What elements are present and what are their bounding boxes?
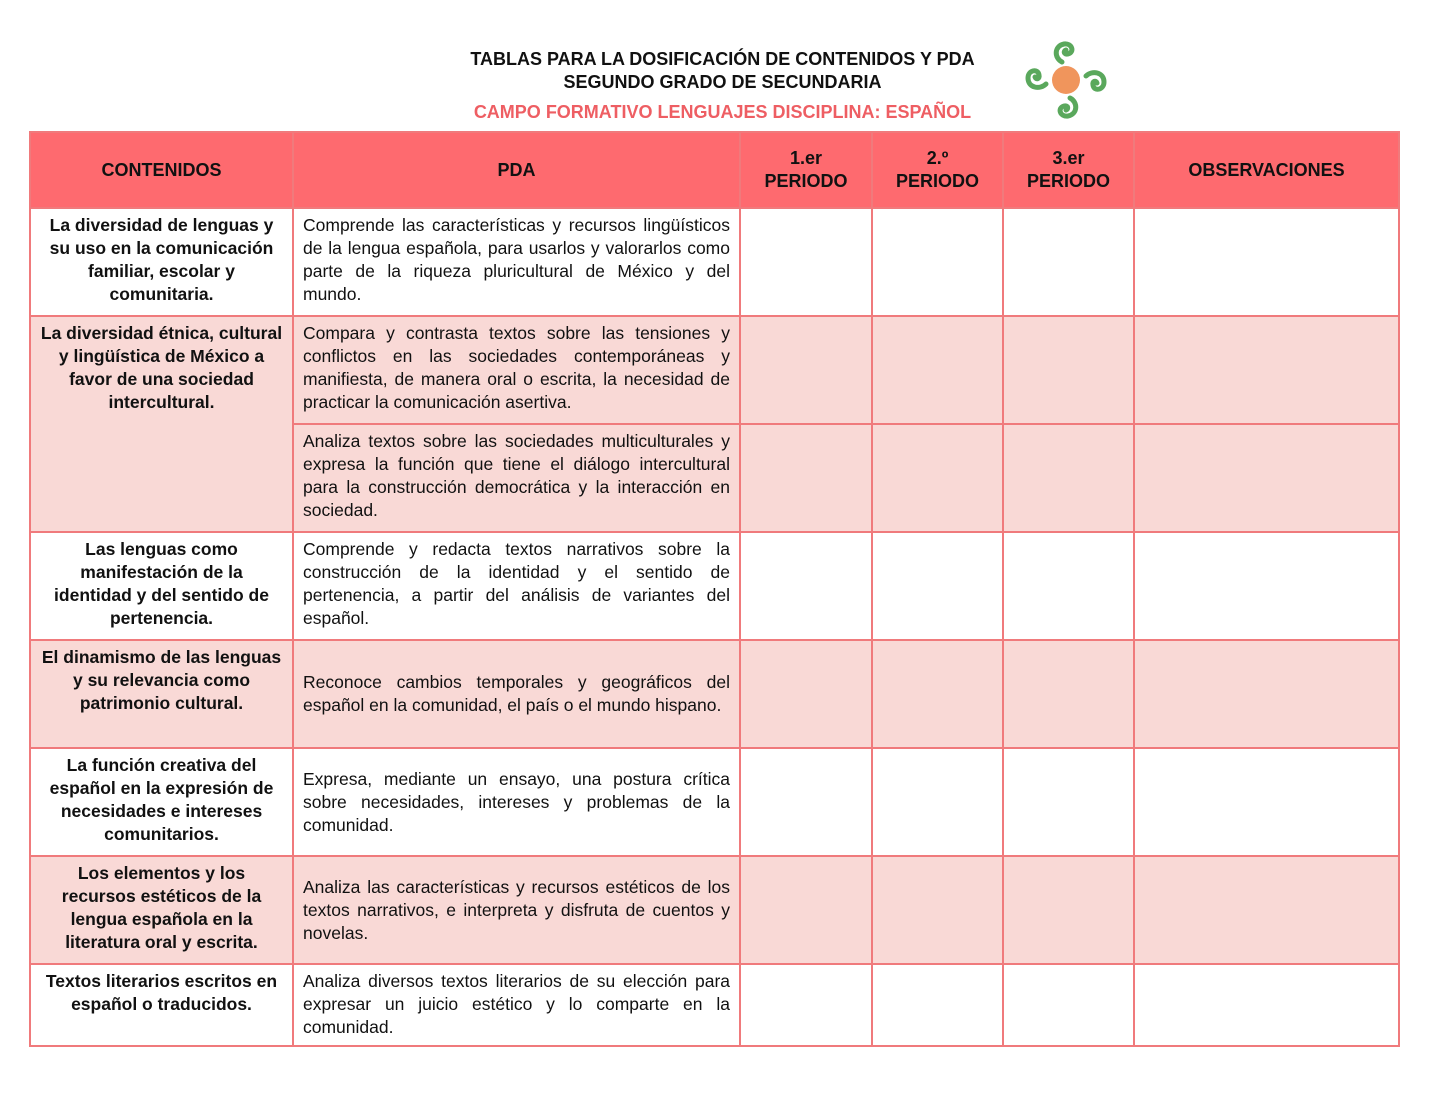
contenido-cell: Textos literarios escritos en español o traducidos. — [30, 964, 293, 1046]
column-header-contenidos: CONTENIDOS — [30, 132, 293, 208]
pda-cell: Comprende y redacta textos narrativos sobre la construcción de la identidad y el sentido de pertenencia, a partir del análisis de variantes del español. — [293, 532, 740, 640]
pda-cell: Comprende las características y recursos lingüísticos de la lengua española, para usarlos y valorarlos como parte de la riqueza pluricultural de México y del mundo. — [293, 208, 740, 316]
periodo-1-cell[interactable] — [740, 964, 872, 1046]
periodo-3-cell[interactable] — [1003, 856, 1134, 964]
table-row — [30, 748, 1399, 856]
pda-cell: Reconoce cambios temporales y geográficos del español en la comunidad, el país o el mundo hispano. — [293, 640, 740, 748]
pda-cell: Compara y contrasta textos sobre las tensiones y conflictos en las sociedades contemporáneas y manifiesta, de manera oral o escrita, la necesidad de practicar la comunicación asertiva. — [293, 316, 740, 424]
column-header-pda: PDA — [293, 132, 740, 208]
contenido-cell: El dinamismo de las lenguas y su relevancia como patrimonio cultural. — [30, 640, 293, 748]
page-title-line2: SEGUNDO GRADO DE SECUNDARIA — [563, 72, 882, 92]
periodo-1-cell[interactable] — [740, 208, 872, 316]
table-row — [30, 964, 1399, 1046]
periodo-3-cell[interactable] — [1003, 532, 1134, 640]
periodo-1-cell[interactable] — [740, 532, 872, 640]
periodo-2-cell[interactable] — [872, 208, 1003, 316]
periodo-3-cell[interactable] — [1003, 424, 1134, 532]
pda-cell: Analiza las características y recursos estéticos de los textos narrativos, e interpreta y disfruta de cuentos y novelas. — [293, 856, 740, 964]
observaciones-cell[interactable] — [1134, 532, 1399, 640]
periodo-1-cell[interactable] — [740, 316, 872, 424]
dosificacion-table — [29, 131, 1400, 1047]
table-row — [30, 208, 1399, 316]
periodo-3-cell[interactable] — [1003, 640, 1134, 748]
column-header-observaciones: OBSERVACIONES — [1134, 132, 1399, 208]
observaciones-cell[interactable] — [1134, 640, 1399, 748]
observaciones-cell[interactable] — [1134, 208, 1399, 316]
column-header-periodo-3: 3.er PERIODO — [1003, 132, 1134, 208]
column-header-periodo-1: 1.er PERIODO — [740, 132, 872, 208]
periodo-2-cell[interactable] — [872, 748, 1003, 856]
contenido-cell: La diversidad étnica, cultural y lingüística de México a favor de una sociedad intercultural. — [30, 316, 293, 532]
table-row — [30, 316, 1399, 424]
pda-cell: Expresa, mediante un ensayo, una postura crítica sobre necesidades, intereses y problemas de la comunidad. — [293, 748, 740, 856]
observaciones-cell[interactable] — [1134, 856, 1399, 964]
periodo-2-cell[interactable] — [872, 856, 1003, 964]
pda-cell: Analiza diversos textos literarios de su elección para expresar un juicio estético y lo comparte en la comunidad. — [293, 964, 740, 1046]
pda-cell: Analiza textos sobre las sociedades multiculturales y expresa la función que tiene el diálogo intercultural para la construcción democrática y la interacción en sociedad. — [293, 424, 740, 532]
periodo-2-cell[interactable] — [872, 640, 1003, 748]
periodo-2-cell[interactable] — [872, 316, 1003, 424]
contenido-cell: La diversidad de lenguas y su uso en la comunicación familiar, escolar y comunitaria. — [30, 208, 293, 316]
table-row — [30, 532, 1399, 640]
periodo-3-cell[interactable] — [1003, 748, 1134, 856]
periodo-1-cell[interactable] — [740, 856, 872, 964]
contenido-cell: Las lenguas como manifestación de la identidad y del sentido de pertenencia. — [30, 532, 293, 640]
periodo-2-cell[interactable] — [872, 424, 1003, 532]
page-header — [0, 0, 1445, 130]
contenido-cell: La función creativa del español en la expresión de necesidades e intereses comunitarios. — [30, 748, 293, 856]
periodo-2-cell[interactable] — [872, 532, 1003, 640]
contenido-cell: Los elementos y los recursos estéticos de la lengua española en la literatura oral y escrita. — [30, 856, 293, 964]
observaciones-cell[interactable] — [1134, 748, 1399, 856]
periodo-3-cell[interactable] — [1003, 964, 1134, 1046]
page-subtitle: CAMPO FORMATIVO LENGUAJES DISCIPLINA: ESPAÑOL — [473, 102, 972, 122]
periodo-1-cell[interactable] — [740, 424, 872, 532]
observaciones-cell[interactable] — [1134, 424, 1399, 532]
page-title: TABLAS PARA LA DOSIFICACIÓN DE CONTENIDOS Y PDA — [470, 49, 975, 69]
table-header-row — [30, 132, 1399, 208]
observaciones-cell[interactable] — [1134, 316, 1399, 424]
periodo-3-cell[interactable] — [1003, 316, 1134, 424]
column-header-periodo-2: 2.º PERIODO — [872, 132, 1003, 208]
periodo-1-cell[interactable] — [740, 640, 872, 748]
periodo-1-cell[interactable] — [740, 748, 872, 856]
table-row — [30, 856, 1399, 964]
periodo-2-cell[interactable] — [872, 964, 1003, 1046]
table-row — [30, 640, 1399, 748]
periodo-3-cell[interactable] — [1003, 208, 1134, 316]
observaciones-cell[interactable] — [1134, 964, 1399, 1046]
flower-logo-icon — [1018, 34, 1114, 126]
